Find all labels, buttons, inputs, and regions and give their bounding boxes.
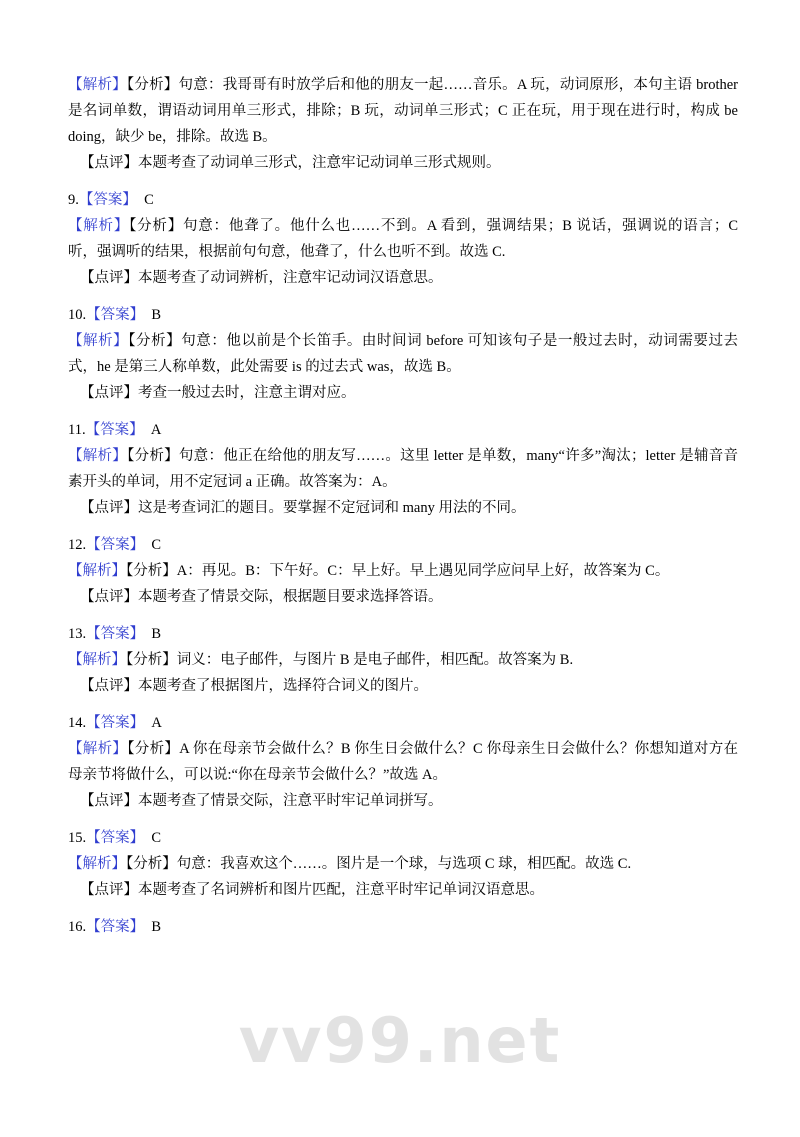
document-content xyxy=(62,72,738,940)
analysis-line xyxy=(62,558,738,584)
answer-value: C xyxy=(151,537,162,553)
answer-value: B xyxy=(151,626,162,642)
analysis-line xyxy=(62,851,738,877)
analysis-line xyxy=(62,443,738,495)
answer-line xyxy=(62,532,738,558)
answer-line xyxy=(62,302,738,328)
question-block-15 xyxy=(62,825,738,903)
answer-line xyxy=(62,621,738,647)
analysis-text: 句意：他以前是个长笛手。由时间词 before 可知该句子是一般过去时，动词需要过去式，he 是第三人称单数，此处需要 is 的过去式 was，故选 B。 xyxy=(68,333,739,375)
question-number: 14. xyxy=(68,715,87,731)
answer-tag: 【答案】 xyxy=(85,422,144,438)
question-block-16 xyxy=(62,914,738,940)
comment-line xyxy=(62,673,738,699)
analysis-line xyxy=(62,736,738,788)
question-block-10 xyxy=(62,302,738,406)
fenxi-tag: 【分析】 xyxy=(127,448,179,464)
answer-value: A xyxy=(151,715,162,731)
question-block-14 xyxy=(62,710,738,814)
answer-value: B xyxy=(151,919,162,935)
answer-value: C xyxy=(151,830,162,846)
question-number: 11. xyxy=(68,422,86,438)
question-number: 10. xyxy=(68,307,87,323)
explanation-block xyxy=(62,72,738,176)
comment-text: 本题考查了名词辨析和图片匹配，注意平时牢记单词汉语意思。 xyxy=(138,882,544,898)
analysis-line xyxy=(62,213,738,265)
question-number: 12. xyxy=(68,537,87,553)
comment-tag: 【点评】 xyxy=(80,793,138,809)
analysis-line xyxy=(62,647,738,673)
answer-tag: 【答案】 xyxy=(78,192,137,208)
comment-line xyxy=(62,380,738,406)
analysis-text: 句意：他正在给他的朋友写……。这里 letter 是单数，many“许多”淘汰；letter 是辅音音素开头的单词，用不定冠词 a 正确。故答案为：A。 xyxy=(68,448,739,490)
analysis-text: 词义：电子邮件，与图片 B 是电子邮件，相匹配。故答案为 B. xyxy=(176,652,574,668)
analysis-text: 句意：我喜欢这个……。图片是一个球，与选项 C 球，相匹配。故选 C. xyxy=(176,856,632,872)
question-number: 13. xyxy=(68,626,87,642)
comment-line xyxy=(62,877,738,903)
comment-tag: 【点评】 xyxy=(80,678,138,694)
answer-tag: 【答案】 xyxy=(86,626,145,642)
question-block-9 xyxy=(62,187,738,291)
analysis-tag: 【解析】 xyxy=(68,563,126,579)
answer-tag: 【答案】 xyxy=(86,919,145,935)
comment-line xyxy=(62,150,738,176)
comment-text: 这是考查词汇的题目。要掌握不定冠词和 many 用法的不同。 xyxy=(138,500,526,516)
comment-text: 本题考查了根据图片，选择符合词义的图片。 xyxy=(138,678,428,694)
analysis-tag: 【解析】 xyxy=(68,448,128,464)
comment-text: 本题考查了动词辨析，注意牢记动词汉语意思。 xyxy=(138,270,443,286)
question-block-12 xyxy=(62,532,738,610)
answer-tag: 【答案】 xyxy=(86,537,145,553)
answer-line xyxy=(62,825,738,851)
analysis-line xyxy=(62,328,738,380)
answer-line xyxy=(62,710,738,736)
watermark: vv99.net xyxy=(238,1004,562,1077)
comment-tag: 【点评】 xyxy=(80,589,138,605)
comment-line xyxy=(62,584,738,610)
answer-tag: 【答案】 xyxy=(86,307,145,323)
analysis-tag: 【解析】 xyxy=(68,856,126,872)
answer-value: B xyxy=(151,307,162,323)
analysis-tag: 【解析】 xyxy=(68,218,130,234)
comment-tag: 【点评】 xyxy=(80,270,138,286)
answer-line xyxy=(62,417,738,443)
comment-line xyxy=(62,495,738,521)
comment-tag: 【点评】 xyxy=(80,882,138,898)
question-number: 16. xyxy=(68,919,87,935)
comment-tag: 【点评】 xyxy=(80,385,138,401)
answer-tag: 【答案】 xyxy=(86,715,145,731)
comment-tag: 【点评】 xyxy=(80,500,138,516)
fenxi-tag: 【分析】 xyxy=(126,563,177,579)
fenxi-tag: 【分析】 xyxy=(126,652,177,668)
comment-line xyxy=(62,788,738,814)
analysis-tag: 【解析】 xyxy=(68,741,128,757)
fenxi-tag: 【分析】 xyxy=(126,856,177,872)
comment-line xyxy=(62,265,738,291)
fenxi-tag: 【分析】 xyxy=(127,741,180,757)
analysis-line xyxy=(62,72,738,150)
question-block-11 xyxy=(62,417,738,521)
analysis-text: A 你在母亲节会做什么？B 你生日会做什么？C 你母亲生日会做什么？你想知道对方在母亲节将做什么，可以说:“你在母亲节会做什么？”故选 A。 xyxy=(68,741,739,783)
question-number: 9. xyxy=(68,192,79,208)
answer-line xyxy=(62,914,738,940)
analysis-text: A：再见。B：下午好。C：早上好。早上遇见同学应问早上好，故答案为 C。 xyxy=(176,563,670,579)
fenxi-tag: 【分析】 xyxy=(128,333,182,349)
comment-text: 本题考查了动词单三形式，注意牢记动词单三形式规则。 xyxy=(138,155,501,171)
analysis-tag: 【解析】 xyxy=(68,333,129,349)
analysis-tag: 【解析】 xyxy=(68,77,127,93)
fenxi-tag: 【分析】 xyxy=(129,218,183,234)
answer-line xyxy=(62,187,738,213)
analysis-tag: 【解析】 xyxy=(68,652,126,668)
comment-text: 考查一般过去时，注意主谓对应。 xyxy=(138,385,356,401)
comment-text: 本题考查了情景交际，注意平时牢记单词拼写。 xyxy=(138,793,443,809)
answer-tag: 【答案】 xyxy=(86,830,145,846)
question-block-13 xyxy=(62,621,738,699)
analysis-text: 句意：他聋了。他什么也……不到。A 看到，强调结果；B 说话，强调说的语言；C 听，强调听的结果，根据前句句意，他聋了，什么也听不到。故选 C. xyxy=(68,218,739,260)
comment-text: 本题考查了情景交际，根据题目要求选择答语。 xyxy=(138,589,443,605)
answer-value: A xyxy=(150,422,162,438)
answer-value: C xyxy=(144,192,154,208)
analysis-text: 句意：我哥哥有时放学后和他的朋友一起……音乐。A 玩，动词原形，本句主语 brother 是名词单数，谓语动词用单三形式，排除；B 玩，动词单三形式；C 正在玩，用于现在进行时，构成 be doing，缺少 be，排除。故选 B。 xyxy=(68,77,739,145)
question-number: 15. xyxy=(68,830,87,846)
fenxi-tag: 【分析】 xyxy=(126,77,179,93)
comment-tag: 【点评】 xyxy=(80,155,138,171)
